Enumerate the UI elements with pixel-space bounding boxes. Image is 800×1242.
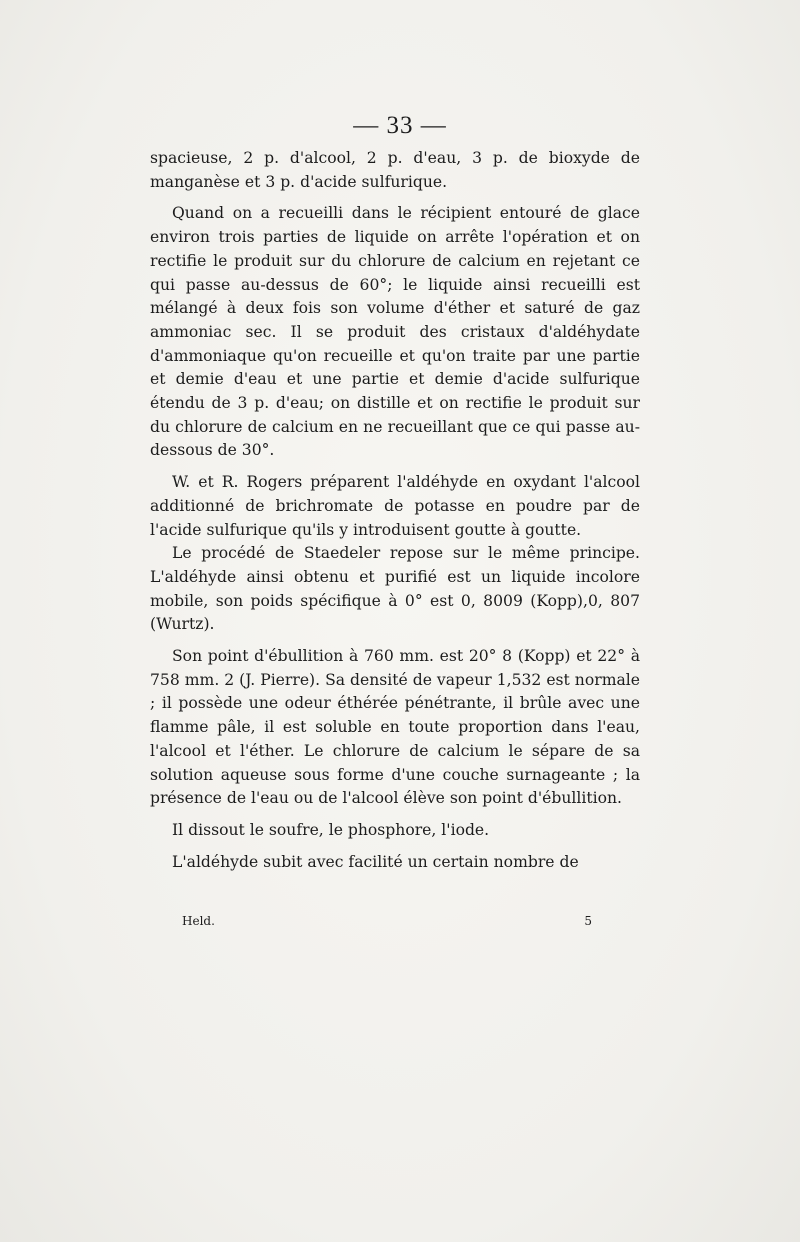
sheet-number: 5 <box>584 914 592 928</box>
paragraph-staedeler-properties: Le procédé de Staedeler repose sur le même principe. L'aldéhyde ainsi obtenu et purifié est un liquide incolore mobile, son poids spécifique à 0° est 0, 8009 (Kopp),0, 807 (Wurtz). <box>150 544 640 634</box>
page-number: — 33 — <box>353 112 447 139</box>
signature-mark: Held. <box>182 914 215 928</box>
body-text <box>150 147 640 882</box>
paragraph-preparation: Quand on a recueilli dans le récipient entouré de glace environ trois parties de liquide on arrête l'opération et on rectifie le produit sur du chlorure de calcium en rejetant ce qui passe au-dessus de 60°; le liquide ainsi recueilli est mélangé à deux fois son volume d'éther et saturé de gaz ammoniac sec. Il se produit des cristaux d'aldéhydate d'ammoniaque qu'on recueille et qu'on traite par une partie et demie d'eau et une partie et demie d'acide sulfurique étendu de 3 p. d'eau; on distille et on rectifie le produit sur du chlorure de calcium en ne recueillant que ce qui passe au-dessous de 30°. <box>150 204 640 460</box>
paragraph-boiling-point: Son point d'ébullition à 760 mm. est 20° 8 (Kopp) et 22° à 758 mm. 2 (J. Pierre). Sa densité de vapeur 1,532 est normale ; il possède une odeur éthérée pénétrante, il brûle avec une flamme pâle, il est soluble en toute proportion dans l'eau, l'alcool et l'éther. Le chlorure de calcium le sépare de sa solution aqueuse sous forme d'une couche surnageante ; la présence de l'eau ou de l'alcool élève son point d'ébullition. <box>150 647 640 808</box>
paragraph-reactions: L'aldéhyde subit avec facilité un certain nombre de <box>172 852 579 871</box>
paragraph-continuation: spacieuse, 2 p. d'alcool, 2 p. d'eau, 3 p. de bioxyde de manganèse et 3 p. d'acide sulfurique. <box>150 149 640 191</box>
paragraph-dissolves: Il dissout le soufre, le phosphore, l'iode. <box>172 820 490 839</box>
paragraph-rogers-method: W. et R. Rogers préparent l'aldéhyde en oxydant l'alcool additionné de brichromate de potasse en poudre par de l'acide sulfurique qu'ils y introduisent goutte à goutte. <box>150 473 640 539</box>
